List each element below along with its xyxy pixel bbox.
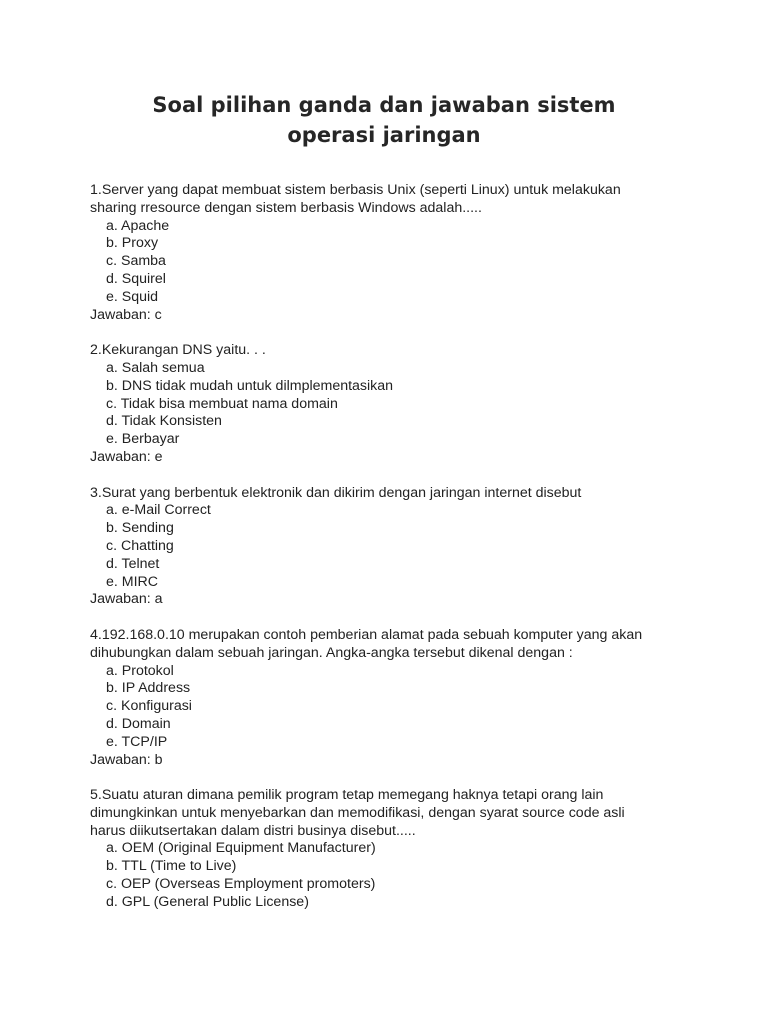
option-a: a. Protokol <box>106 662 174 679</box>
option-b: b. Proxy <box>106 235 159 252</box>
question-text <box>90 182 730 218</box>
option-c: c. Chatting <box>106 537 174 554</box>
option-d: d. Telnet <box>106 555 160 572</box>
option-list <box>90 218 730 307</box>
question-line: dihubungkan dalam sebuah jaringan. Angka-angka tersebut dikenal dengan : <box>90 644 573 661</box>
title-line-2: operasi jaringan <box>287 123 481 147</box>
option-c: c. Konfigurasi <box>106 698 192 715</box>
question-2 <box>90 342 730 467</box>
question-1 <box>90 182 730 324</box>
question-line: 3.Surat yang berbentuk elektronik dan dikirim dengan jaringan internet disebut <box>90 484 582 501</box>
question-text <box>90 787 730 840</box>
option-list <box>90 663 730 752</box>
option-a: a. e-Mail Correct <box>106 502 211 519</box>
option-b: b. Sending <box>106 520 174 537</box>
question-text <box>90 342 730 360</box>
option-a: a. OEM (Original Equipment Manufacturer) <box>106 840 376 857</box>
answer-text: Jawaban: b <box>90 751 163 768</box>
option-a: a. Salah semua <box>106 359 205 376</box>
option-d: d. Squirel <box>106 270 166 287</box>
question-text <box>90 485 730 503</box>
option-b: b. IP Address <box>106 680 191 697</box>
question-3 <box>90 485 730 610</box>
option-c: c. Tidak bisa membuat nama domain <box>106 395 338 412</box>
option-e: e. Squid <box>106 288 159 305</box>
question-line: 5.Suatu aturan dimana pemilik program tetap memegang haknya tetapi orang lain <box>90 787 604 804</box>
question-5 <box>90 787 730 912</box>
question-4 <box>90 627 730 769</box>
option-d: d. Domain <box>106 715 171 732</box>
question-text <box>90 627 730 663</box>
option-d: d. Tidak Konsisten <box>106 413 222 430</box>
option-c: c. Samba <box>106 253 166 270</box>
question-line: 4.192.168.0.10 merupakan contoh pemberian alamat pada sebuah komputer yang akan <box>90 626 643 643</box>
question-line: dimungkinkan untuk menyebarkan dan memodifikasi, dengan syarat source code asli <box>90 804 625 821</box>
question-line: 1.Server yang dapat membuat sistem berbasis Unix (seperti Linux) untuk melakukan <box>90 182 621 198</box>
answer-text: Jawaban: c <box>90 306 162 323</box>
option-b: b. TTL (Time to Live) <box>106 858 237 875</box>
option-list <box>90 840 730 911</box>
option-list <box>90 360 730 449</box>
option-b: b. DNS tidak mudah untuk dilmplementasikan <box>106 377 394 394</box>
option-e: e. MIRC <box>106 573 159 590</box>
option-d: d. GPL (General Public License) <box>106 893 309 910</box>
title-line-1: Soal pilihan ganda dan jawaban sistem <box>152 93 616 117</box>
option-a: a. Apache <box>106 217 170 234</box>
option-e: e. Berbayar <box>106 431 180 448</box>
question-line: 2.Kekurangan DNS yaitu. . . <box>90 342 266 359</box>
page-title <box>60 90 708 150</box>
option-list <box>90 502 730 591</box>
question-line: harus diikutsertakan dalam distri businya disebut..... <box>90 822 416 839</box>
question-line: sharing rresource dengan sistem berbasis Windows adalah..... <box>90 199 482 216</box>
option-e: e. TCP/IP <box>106 733 168 750</box>
option-c: c. OEP (Overseas Employment promoters) <box>106 876 376 893</box>
answer-text: Jawaban: a <box>90 591 163 608</box>
question-list <box>90 182 730 929</box>
answer-text: Jawaban: e <box>90 448 163 465</box>
